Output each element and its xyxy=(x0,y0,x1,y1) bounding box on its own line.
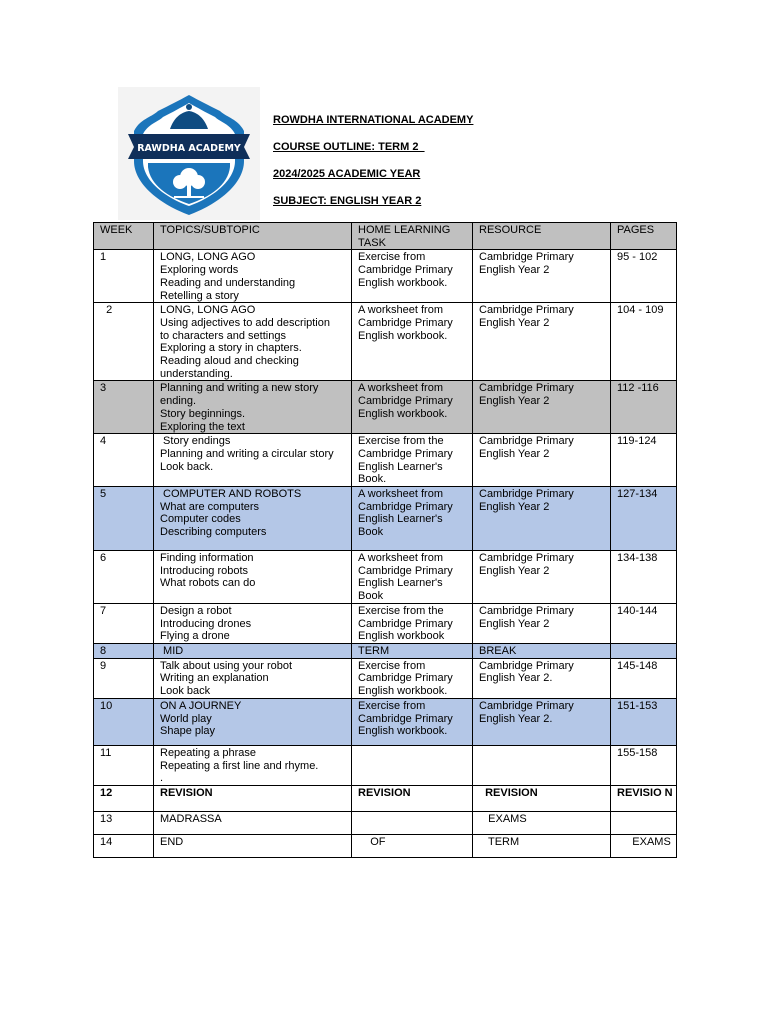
topics-line: MID xyxy=(160,644,184,657)
resource-cell xyxy=(473,785,611,811)
table-row xyxy=(94,643,677,658)
resource-line: Cambridge Primary xyxy=(479,382,574,395)
topics-cell xyxy=(154,381,352,434)
task-line: Cambridge Primary xyxy=(358,264,453,277)
task-line: English workbook. xyxy=(358,329,448,342)
week-cell xyxy=(94,745,154,785)
resource-line: BREAK xyxy=(479,644,517,657)
topics-cell xyxy=(154,698,352,745)
topics-line: understanding. xyxy=(160,367,233,380)
week-value: 5 xyxy=(100,488,107,501)
column-header-label: RESOURCE xyxy=(479,224,542,236)
resource-cell xyxy=(473,551,611,604)
school-name: ROWDHA INTERNATIONAL ACADEMY xyxy=(273,114,474,126)
pages-cell xyxy=(611,834,677,857)
resource-line: Cambridge Primary xyxy=(479,435,574,448)
column-header xyxy=(473,223,611,250)
column-header-label: WEEK xyxy=(100,224,133,236)
resource-line: REVISION xyxy=(479,786,538,799)
topics-line: MADRASSA xyxy=(160,812,222,825)
resource-line: English Year 2 xyxy=(479,564,550,577)
resource-cell xyxy=(473,658,611,698)
task-line: TERM xyxy=(358,644,390,657)
week-cell xyxy=(94,487,154,551)
pages-value: 119-124 xyxy=(617,435,657,448)
resource-line: Cambridge Primary xyxy=(479,304,574,317)
week-value: 14 xyxy=(100,835,113,848)
topics-line: Exploring the text xyxy=(160,420,245,433)
topics-line: Exploring a story in chapters. xyxy=(160,342,302,355)
task-line: A worksheet from xyxy=(358,552,443,565)
topics-line: Planning and writing a circular story xyxy=(160,447,334,460)
week-value: 2 xyxy=(100,304,113,317)
resource-cell xyxy=(473,745,611,785)
week-cell xyxy=(94,698,154,745)
topics-cell xyxy=(154,745,352,785)
table-row xyxy=(94,250,677,303)
table-row xyxy=(94,698,677,745)
task-cell xyxy=(352,551,473,604)
pages-value: 112 -116 xyxy=(617,382,659,395)
task-line: English Learner's xyxy=(358,513,443,526)
task-cell xyxy=(352,303,473,381)
topics-line: Introducing robots xyxy=(160,564,249,577)
topics-cell xyxy=(154,811,352,834)
pages-cell xyxy=(611,603,677,643)
table-row xyxy=(94,658,677,698)
topics-line: Writing an explanation xyxy=(160,672,269,685)
pages-value: 95 - 102 xyxy=(617,251,658,264)
pages-value: REVISIO N xyxy=(617,786,673,799)
topics-line: Describing computers xyxy=(160,526,267,539)
topics-line: END xyxy=(160,835,184,848)
task-line: Book xyxy=(358,590,384,603)
subject-title: SUBJECT: ENGLISH YEAR 2 xyxy=(273,195,422,207)
topics-line: World play xyxy=(160,712,212,725)
week-value: 3 xyxy=(100,382,107,395)
resource-line: TERM xyxy=(479,835,520,848)
topics-line: Exploring words xyxy=(160,264,239,277)
task-cell xyxy=(352,250,473,303)
resource-line: English Year 2. xyxy=(479,672,553,685)
resource-line: Cambridge Primary xyxy=(479,488,574,501)
week-value: 9 xyxy=(100,659,107,672)
resource-line: English Year 2 xyxy=(479,316,550,329)
week-value: 7 xyxy=(100,604,107,617)
week-value: 11 xyxy=(100,746,112,759)
resource-line: EXAMS xyxy=(479,812,527,825)
topics-line: to characters and settings xyxy=(160,329,286,342)
week-cell xyxy=(94,303,154,381)
pages-cell xyxy=(611,250,677,303)
week-cell xyxy=(94,434,154,487)
week-cell xyxy=(94,658,154,698)
pages-cell xyxy=(611,434,677,487)
topics-line: Introducing drones xyxy=(160,617,252,630)
table-row xyxy=(94,434,677,487)
topics-cell xyxy=(154,250,352,303)
topics-cell xyxy=(154,434,352,487)
task-line: Cambridge Primary xyxy=(358,712,453,725)
task-cell xyxy=(352,643,473,658)
table-row xyxy=(94,487,677,551)
week-value: 12 xyxy=(100,786,113,799)
resource-cell xyxy=(473,381,611,434)
topics-line: REVISION xyxy=(160,786,213,799)
task-line: Book. xyxy=(358,473,387,486)
column-header xyxy=(154,223,352,250)
topics-line: LONG, LONG AGO xyxy=(160,251,256,264)
topics-line: Story beginnings. xyxy=(160,407,245,420)
topics-line: LONG, LONG AGO xyxy=(160,304,256,317)
column-header xyxy=(352,223,473,250)
week-cell xyxy=(94,381,154,434)
resource-line: Cambridge Primary xyxy=(479,699,574,712)
table-row xyxy=(94,303,677,381)
topics-line: What robots can do xyxy=(160,577,256,590)
resource-line: Cambridge Primary xyxy=(479,604,574,617)
topics-line: Reading aloud and checking xyxy=(160,355,299,368)
week-value: 6 xyxy=(100,552,107,565)
resource-cell xyxy=(473,643,611,658)
task-line: Exercise from xyxy=(358,699,426,712)
topics-line: Using adjectives to add description xyxy=(160,316,330,329)
week-cell xyxy=(94,250,154,303)
resource-line: English Year 2 xyxy=(479,447,550,460)
resource-line: English Year 2 xyxy=(479,617,550,630)
task-line: Cambridge Primary xyxy=(358,316,453,329)
resource-cell xyxy=(473,434,611,487)
topics-cell xyxy=(154,658,352,698)
task-line: Cambridge Primary xyxy=(358,395,453,408)
task-line: Exercise from xyxy=(358,251,426,264)
week-value: 4 xyxy=(100,435,107,448)
resource-line: Cambridge Primary xyxy=(479,552,574,565)
task-line: English workbook. xyxy=(358,685,448,698)
task-line: OF xyxy=(358,835,386,848)
topics-cell xyxy=(154,551,352,604)
task-line: English workbook. xyxy=(358,407,448,420)
pages-cell xyxy=(611,551,677,604)
task-line: Cambridge Primary xyxy=(358,672,453,685)
week-value: 13 xyxy=(100,812,113,825)
task-line: Exercise from the xyxy=(358,435,444,448)
task-line: REVISION xyxy=(358,786,411,799)
task-line: Exercise from the xyxy=(358,604,444,617)
task-cell xyxy=(352,434,473,487)
week-cell xyxy=(94,785,154,811)
table-row xyxy=(94,745,677,785)
topics-line: Look back xyxy=(160,685,211,698)
table-row xyxy=(94,551,677,604)
pages-value: 127-134 xyxy=(617,488,658,501)
pages-cell xyxy=(611,745,677,785)
topics-cell xyxy=(154,785,352,811)
course-outline-title: COURSE OUTLINE: TERM 2 xyxy=(273,141,425,153)
task-line: Cambridge Primary xyxy=(358,500,453,513)
pages-cell xyxy=(611,303,677,381)
academic-year: 2024/2025 ACADEMIC YEAR xyxy=(273,168,421,180)
pages-cell xyxy=(611,658,677,698)
topics-line: Flying a drone xyxy=(160,630,230,643)
task-cell xyxy=(352,487,473,551)
task-line: Book xyxy=(358,526,384,539)
topics-line: COMPUTER AND ROBOTS xyxy=(160,488,302,501)
pages-value: 104 - 109 xyxy=(617,304,664,317)
topics-line: Repeating a first line and rhyme. xyxy=(160,759,319,772)
document-header xyxy=(273,114,473,222)
school-logo xyxy=(118,87,260,220)
pages-cell xyxy=(611,643,677,658)
task-line: Cambridge Primary xyxy=(358,564,453,577)
resource-cell xyxy=(473,603,611,643)
table-row xyxy=(94,785,677,811)
pages-cell xyxy=(611,698,677,745)
resource-line: Cambridge Primary xyxy=(479,659,574,672)
task-cell xyxy=(352,381,473,434)
resource-cell xyxy=(473,811,611,834)
task-cell xyxy=(352,785,473,811)
pages-value: 151-153 xyxy=(617,699,658,712)
task-line: A worksheet from xyxy=(358,488,443,501)
task-line: English workbook. xyxy=(358,276,448,289)
topics-line: Story endings xyxy=(160,435,231,448)
resource-line: Cambridge Primary xyxy=(479,251,574,264)
table-row xyxy=(94,381,677,434)
week-cell xyxy=(94,834,154,857)
resource-line: English Year 2 xyxy=(479,500,550,513)
topics-cell xyxy=(154,643,352,658)
resource-line: English Year 2 xyxy=(479,395,550,408)
topics-line: Reading and understanding xyxy=(160,276,296,289)
week-cell xyxy=(94,643,154,658)
task-line: Exercise from xyxy=(358,659,426,672)
task-cell xyxy=(352,658,473,698)
column-header-label: PAGES xyxy=(617,224,655,236)
table-row xyxy=(94,811,677,834)
topics-line: Finding information xyxy=(160,552,254,565)
pages-cell xyxy=(611,811,677,834)
resource-cell xyxy=(473,303,611,381)
topics-line: Planning and writing a new story xyxy=(160,382,319,395)
topics-line: Retelling a story xyxy=(160,289,239,302)
topics-line: . xyxy=(160,772,164,785)
task-line: English Learner's xyxy=(358,460,443,473)
pages-cell xyxy=(611,381,677,434)
task-line: A worksheet from xyxy=(358,304,443,317)
topics-line: What are computers xyxy=(160,500,260,513)
topics-cell xyxy=(154,603,352,643)
topics-line: Repeating a phrase xyxy=(160,746,257,759)
week-value: 8 xyxy=(100,644,107,657)
task-line: English workbook. xyxy=(358,725,448,738)
week-cell xyxy=(94,811,154,834)
task-line: Cambridge Primary xyxy=(358,447,453,460)
pages-value: 134-138 xyxy=(617,552,658,565)
task-line: English Learner's xyxy=(358,577,443,590)
table-row xyxy=(94,603,677,643)
resource-line: English Year 2 xyxy=(479,264,550,277)
topics-line: ON A JOURNEY xyxy=(160,699,242,712)
task-cell xyxy=(352,811,473,834)
course-outline-table xyxy=(93,222,677,858)
topics-cell xyxy=(154,834,352,857)
column-header-label: HOME LEARNING TASK xyxy=(358,224,451,249)
table-row xyxy=(94,834,677,857)
topics-line: ending. xyxy=(160,395,197,408)
topics-line: Computer codes xyxy=(160,513,241,526)
topics-cell xyxy=(154,487,352,551)
column-header-label: TOPICS/SUBTOPIC xyxy=(160,224,260,236)
task-cell xyxy=(352,603,473,643)
pages-value: EXAMS xyxy=(617,835,671,848)
week-cell xyxy=(94,603,154,643)
column-header xyxy=(611,223,677,250)
week-value: 10 xyxy=(100,699,113,712)
column-header xyxy=(94,223,154,250)
table-header-row xyxy=(94,223,677,250)
svg-text:RAWDHA ACADEMY: RAWDHA ACADEMY xyxy=(137,143,241,154)
pages-value: 155-158 xyxy=(617,746,658,759)
topics-line: Shape play xyxy=(160,725,216,738)
task-line: Cambridge Primary xyxy=(358,617,453,630)
week-value: 1 xyxy=(100,251,107,264)
resource-line: English Year 2. xyxy=(479,712,553,725)
week-cell xyxy=(94,551,154,604)
pages-cell xyxy=(611,487,677,551)
topics-line: Talk about using your robot xyxy=(160,659,293,672)
task-cell xyxy=(352,834,473,857)
resource-cell xyxy=(473,834,611,857)
pages-value: 145-148 xyxy=(617,659,658,672)
pages-cell xyxy=(611,785,677,811)
pages-value: 140-144 xyxy=(617,604,658,617)
task-line: A worksheet from xyxy=(358,382,443,395)
topics-cell xyxy=(154,303,352,381)
task-cell xyxy=(352,698,473,745)
task-line: English workbook xyxy=(358,630,445,643)
topics-line: Design a robot xyxy=(160,604,232,617)
topics-line: Look back. xyxy=(160,460,214,473)
task-cell xyxy=(352,745,473,785)
resource-cell xyxy=(473,487,611,551)
resource-cell xyxy=(473,698,611,745)
resource-cell xyxy=(473,250,611,303)
academy-crest-icon xyxy=(118,87,260,220)
